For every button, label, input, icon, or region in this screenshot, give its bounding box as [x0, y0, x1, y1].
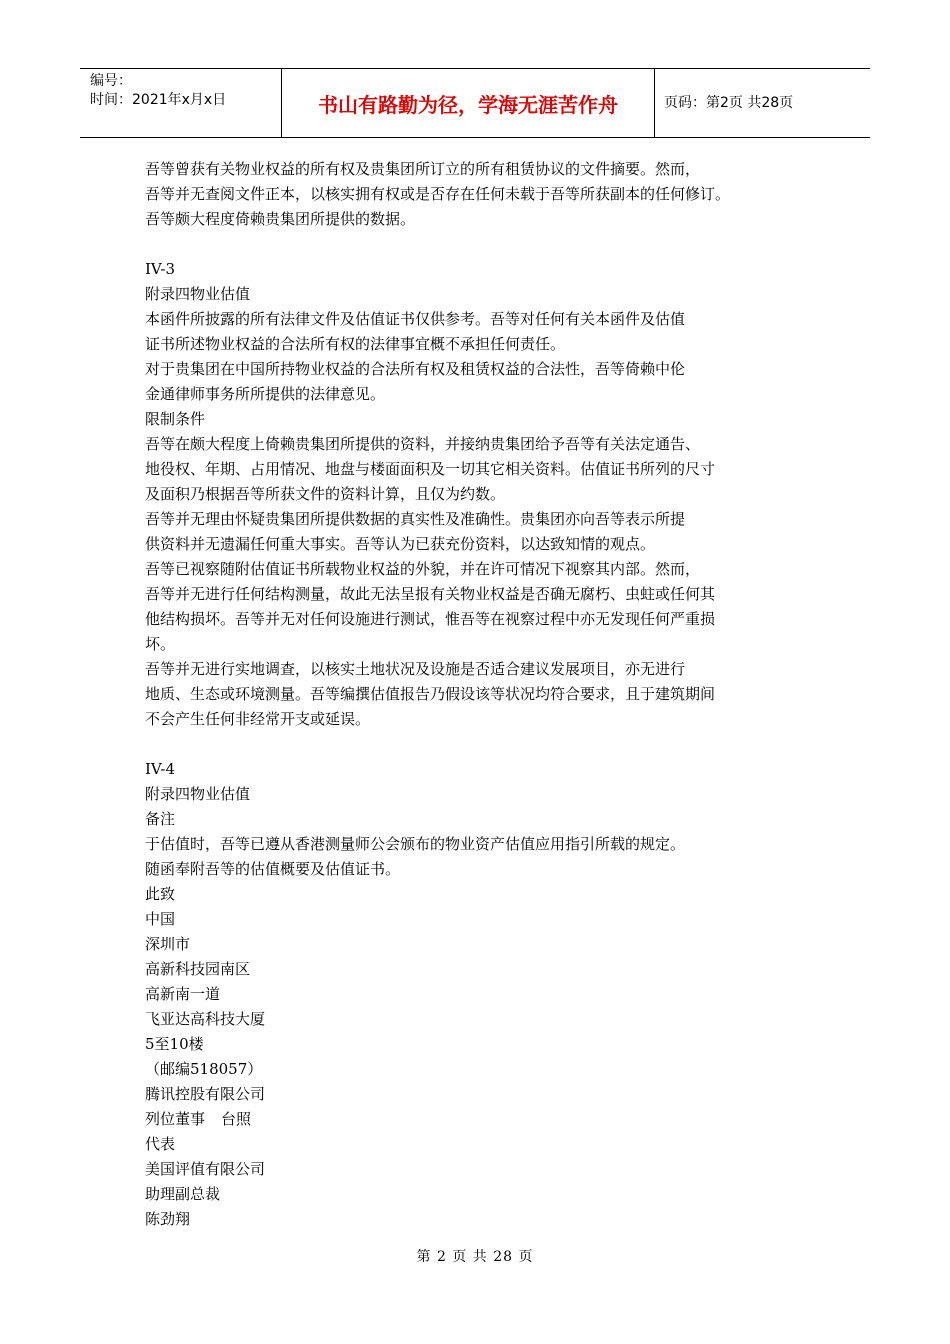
- document-number-label: 编号：: [90, 73, 132, 89]
- body-line: 于估值时，吾等已遵从香港测量师公会颁布的物业资产估值应用指引所载的规定。: [145, 835, 686, 853]
- header-meta: [80, 69, 282, 137]
- body-line: 吾等并无进行实地调查，以核实土地状况及设施是否适合建议发展项目，亦无进行: [145, 660, 686, 678]
- page-footer: 第 2 页 共 28 页: [416, 1249, 534, 1265]
- address-line: 飞亚达高科技大厦: [145, 1010, 266, 1028]
- body-line: 吾等并无进行任何结构测量，故此无法呈报有关物业权益是否确无腐朽、虫蛀或任何其: [145, 585, 716, 603]
- body-line: 及面积乃根据吾等所获文件的资料计算，且仅为约数。: [145, 485, 506, 503]
- body-line: 本函件所披露的所有法律文件及估值证书仅供参考。吾等对任何有关本函件及估值: [145, 310, 686, 328]
- body-line: 供资料并无遗漏任何重大事实。吾等认为已获充份资料，以达致知情的观点。: [145, 535, 656, 553]
- body-line: 他结构损坏。吾等并无对任何设施进行测试，惟吾等在视察过程中亦无发现任何严重损: [145, 610, 716, 628]
- signature-line: 陈劲翔: [145, 1210, 191, 1228]
- body-line: 地质、生态或环境测量。吾等编撰估值报告乃假设该等状况均符合要求，且于建筑期间: [145, 685, 716, 703]
- body-line: 随函奉附吾等的估值概要及估值证书。: [145, 860, 401, 878]
- section-heading: 限制条件: [145, 410, 206, 428]
- section-code: IV-3: [145, 260, 175, 278]
- appendix-title: 附录四物业估值: [145, 285, 251, 303]
- body-line: 证书所述物业权益的合法所有权的法律事宜概不承担任何责任。: [145, 335, 566, 353]
- body-line: 吾等并无查阅文件正本，以核实拥有权或是否存在任何未载于吾等所获副本的任何修订。: [145, 185, 731, 203]
- directors-suffix: 台照: [221, 1110, 252, 1128]
- signature-line: 助理副总裁: [145, 1185, 221, 1203]
- address-line: 5至10楼: [145, 1035, 204, 1053]
- address-line: 高新南一道: [145, 985, 221, 1003]
- body-line: 金通律师事务所所提供的法律意见。: [145, 385, 386, 403]
- section-heading: 备注: [145, 810, 176, 828]
- address-line: 腾讯控股有限公司: [145, 1085, 266, 1103]
- address-line: 高新科技园南区: [145, 960, 251, 978]
- body-line: 吾等并无理由怀疑贵集团所提供数据的真实性及准确性。贵集团亦向吾等表示所提: [145, 510, 686, 528]
- appendix-title: 附录四物业估值: [145, 785, 251, 803]
- body-line: 地役权、年期、占用情况、地盘与楼面面积及一切其它相关资料。估值证书所列的尺寸: [145, 460, 716, 478]
- header-page-label: 页码：第2页 共28页: [664, 95, 794, 111]
- document-header: [80, 68, 870, 138]
- body-line: 不会产生任何非经常开支或延误。: [145, 710, 371, 728]
- body-line: 吾等在颇大程度上倚赖贵集团所提供的资料，并接纳贵集团给予吾等有关法定通告、: [145, 435, 701, 453]
- body-line: 吾等颇大程度倚赖贵集团所提供的数据。: [145, 210, 416, 228]
- header-motto: 书山有路勤为径，学海无涯苦作舟: [282, 69, 655, 137]
- salutation-line: [145, 1107, 805, 1132]
- body-line: 吾等曾获有关物业权益的所有权及贵集团所订立的所有租赁协议的文件摘要。然而，: [145, 160, 701, 178]
- document-body: [145, 157, 805, 1232]
- address-line: 此致: [145, 885, 176, 903]
- signature-line: 代表: [145, 1135, 176, 1153]
- body-line: 吾等已视察随附估值证书所载物业权益的外貌，并在许可情况下视察其内部。然而，: [145, 560, 701, 578]
- directors-label: 列位董事: [145, 1110, 206, 1128]
- body-line: 对于贵集团在中国所持物业权益的合法所有权及租赁权益的合法性，吾等倚赖中伦: [145, 360, 686, 378]
- document-time-label: 时间：2021年x月x日: [90, 92, 227, 108]
- address-line: 深圳市: [145, 935, 191, 953]
- body-line: 坏。: [145, 635, 176, 653]
- address-line: （邮编518057）: [145, 1060, 263, 1078]
- address-line: 中国: [145, 910, 176, 928]
- signature-line: 美国评值有限公司: [145, 1160, 266, 1178]
- section-code: IV-4: [145, 760, 175, 778]
